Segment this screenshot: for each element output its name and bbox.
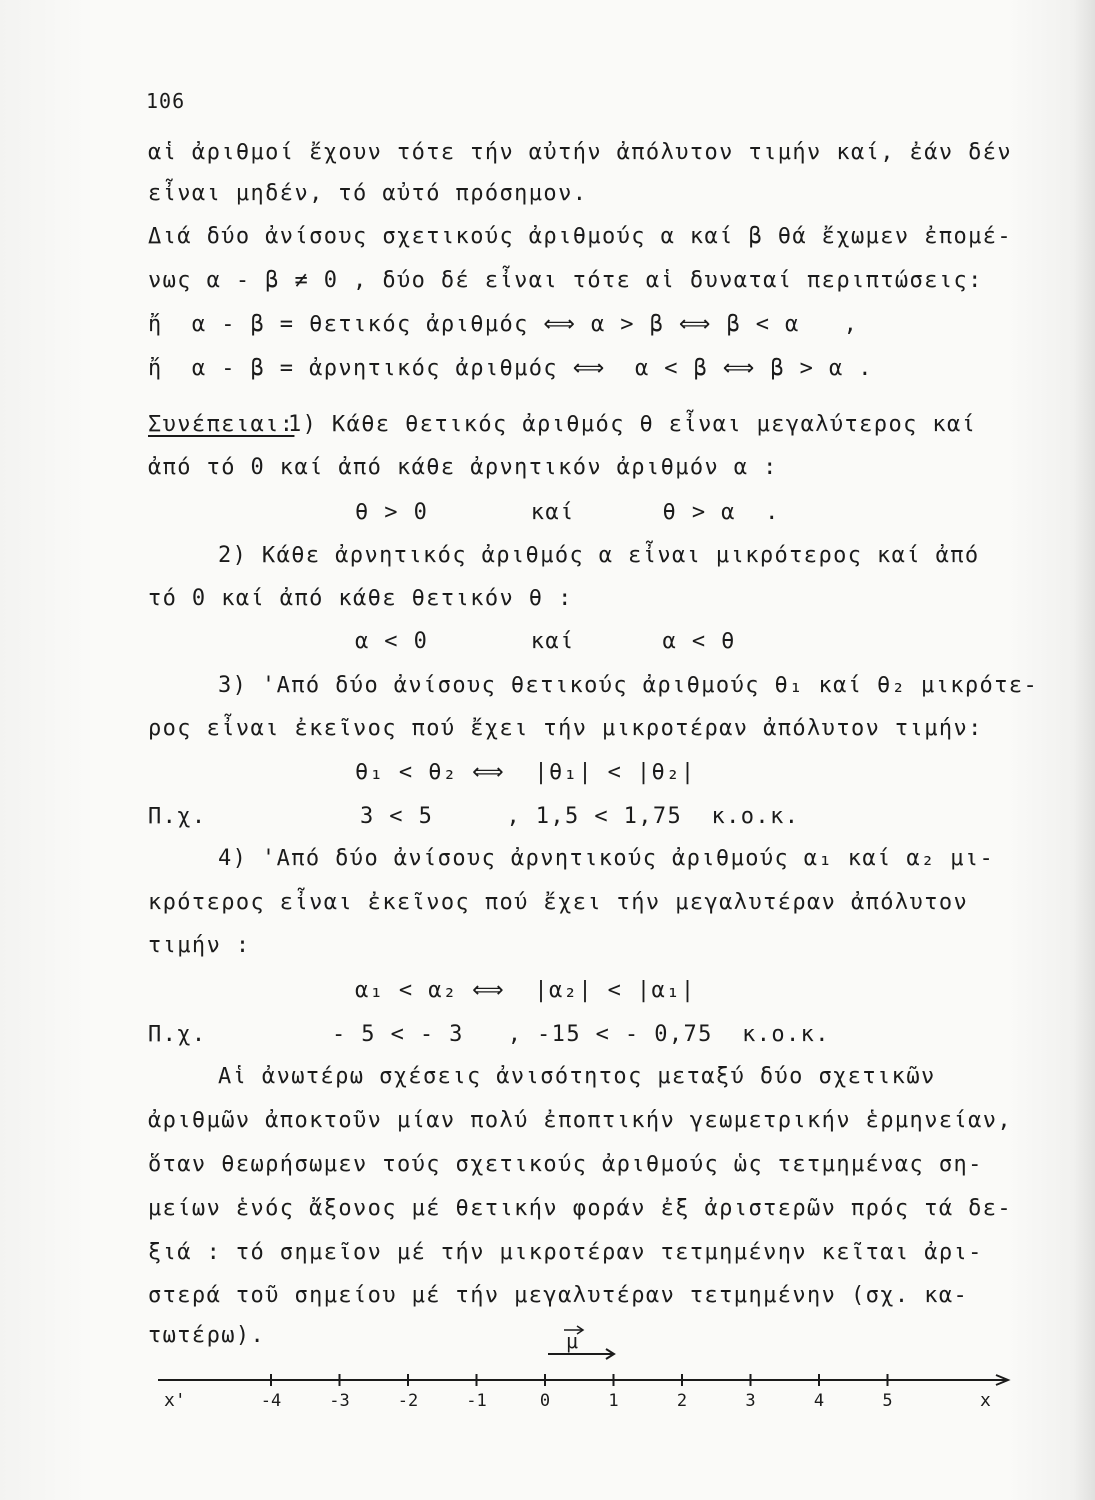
text-line: ὅταν θεωρήσωμεν τούς σχετικούς ἀριθμούς ὡς τετμημένας ση- bbox=[148, 1152, 983, 1177]
axis-tick-label: 4 bbox=[813, 1391, 825, 1411]
axis-tick-label: 3 bbox=[745, 1391, 756, 1411]
text-line: μείων ἑνός ἄξονος μέ θετικήν φοράν ἐξ ἀριστερῶν πρός τά δε- bbox=[148, 1196, 1013, 1221]
formula-line: θ₁ < θ₂ ⟺ |θ₁| < |θ₂| bbox=[355, 760, 696, 785]
page-number: 106 bbox=[146, 89, 186, 113]
text-line: κρότερος εἶναι ἐκεῖνος πού ἔχει τήν μεγαλυτέραν ἀπόλυτον bbox=[148, 890, 969, 915]
consequences-heading: Συνέπειαι: bbox=[148, 412, 295, 437]
axis-tick-label: 2 bbox=[676, 1391, 688, 1411]
text-line: 1) Κάθε θετικός ἀριθμός θ εἶναι μεγαλύτερος καί bbox=[288, 412, 977, 437]
text-line: ρος εἶναι ἐκεῖνος πού ἔχει τήν μικροτέραν ἀπόλυτον τιμήν: bbox=[148, 716, 983, 741]
text-line: τό 0 καί ἀπό κάθε θετικόν θ : bbox=[148, 586, 573, 611]
example-line: 3 < 5 , 1,5 < 1,75 κ.ο.κ. bbox=[360, 804, 800, 829]
axis-tick-label: -3 bbox=[329, 1391, 350, 1411]
equivalence-line: ἤ α - β = θετικός ἀριθμός ⟺ α > β ⟺ β < α , bbox=[148, 312, 859, 337]
equivalence-line: ἤ α - β = ἀρνητικός ἀριθμός ⟺ α < β ⟺ β > α . bbox=[148, 356, 873, 381]
text-line: αἱ ἀριθμοί ἔχουν τότε τήν αὐτήν ἀπόλυτον τιμήν καί, ἐάν δέν bbox=[148, 140, 1013, 165]
text-line: τιμήν : bbox=[148, 933, 251, 958]
formula-line: α₁ < α₂ ⟺ |α₂| < |α₁| bbox=[355, 978, 696, 1003]
text-line: ἀπό τό 0 καί ἀπό κάθε ἀρνητικόν ἀριθμόν α : bbox=[148, 455, 778, 480]
text-line: Αἱ ἀνωτέρω σχέσεις ἀνισότητος μεταξύ δύο σχετικῶν bbox=[218, 1064, 936, 1089]
axis-left-label: x' bbox=[164, 1390, 186, 1411]
text-line: ξιά : τό σημεῖον μέ τήν μικροτέραν τετμημένην κεῖται ἀρι- bbox=[148, 1240, 983, 1265]
text-line: στερά τοῦ σημείου μέ τήν μεγαλυτέραν τετμημένην (σχ. κα- bbox=[148, 1283, 969, 1308]
text-line: Διά δύο ἀνίσους σχετικούς ἀριθμούς α καί β θά ἔχωμεν ἐπομέ- bbox=[148, 224, 1013, 249]
axis-tick-label: -4 bbox=[260, 1391, 282, 1411]
formula-line: θ > 0 καί θ > α . bbox=[355, 500, 780, 525]
text-line: 4) 'Από δύο ἀνίσους ἀρνητικούς ἀριθμούς α₁ καί α₂ μι- bbox=[218, 846, 995, 871]
text-line: ἀριθμῶν ἀποκτοῦν μίαν πολύ ἐποπτικήν γεωμετρικήν ἑρμηνείαν, bbox=[148, 1108, 1013, 1133]
axis-tick-label: -2 bbox=[397, 1391, 419, 1411]
axis-tick-label: 0 bbox=[539, 1391, 551, 1411]
text-line: 3) 'Από δύο ἀνίσους θετικούς ἀριθμούς θ₁ καί θ₂ μικρότε- bbox=[218, 673, 1039, 698]
axis-tick-label: 5 bbox=[882, 1391, 893, 1411]
axis-tick-label: -1 bbox=[466, 1391, 487, 1411]
example-label: Π.χ. bbox=[148, 1022, 207, 1047]
text-line: νως α - β ≠ 0 , δύο δέ εἶναι τότε αἱ δυναταί περιπτώσεις: bbox=[148, 268, 983, 293]
example-label: Π.χ. bbox=[148, 804, 207, 829]
text-line: 2) Κάθε ἀρνητικός ἀριθμός α εἶναι μικρότερος καί ἀπό bbox=[218, 543, 980, 568]
axis-tick-label: 1 bbox=[608, 1391, 619, 1411]
text-line: τωτέρω). bbox=[148, 1323, 266, 1348]
formula-line: α < 0 καί α < θ bbox=[355, 629, 736, 654]
example-line: - 5 < - 3 , -15 < - 0,75 κ.ο.κ. bbox=[332, 1022, 830, 1047]
text-line: εἶναι μηδέν, τό αὐτό πρόσημον. bbox=[148, 181, 588, 206]
axis-right-label: x bbox=[980, 1390, 991, 1411]
unit-vector-label: μ bbox=[566, 1329, 579, 1353]
